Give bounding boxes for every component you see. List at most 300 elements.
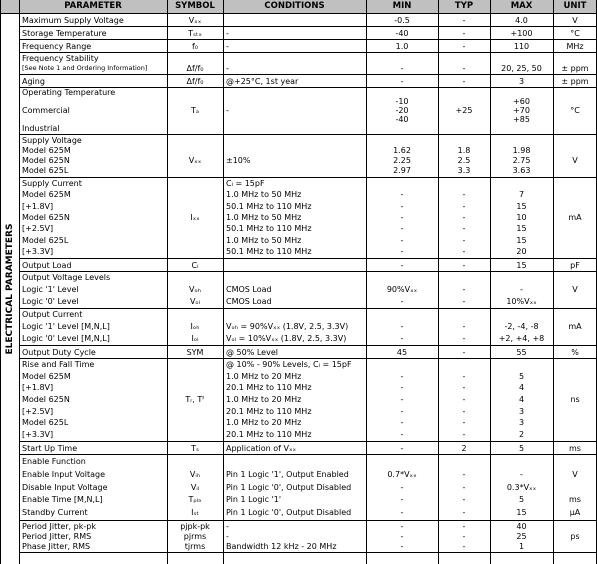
cell-text: 45	[396, 347, 408, 357]
cell-text: -	[400, 63, 404, 73]
cell-text: 20	[516, 246, 527, 256]
cell-text: -	[462, 395, 466, 404]
cell-text: pF	[570, 260, 580, 270]
table-cell-c3	[223, 359, 366, 441]
cell-text: Tᵣ, Tᶠ	[185, 395, 205, 404]
cell-text: 1	[518, 541, 525, 551]
cell-text: -	[462, 296, 466, 306]
cell-text: -	[400, 235, 404, 245]
cell-text: V	[572, 469, 578, 479]
cell-text: Vₒₕ = 90%Vₓₓ (1.8V, 2.5, 3.3V)	[226, 322, 349, 331]
cell-text: 15	[516, 224, 527, 234]
cell-text: ns	[570, 395, 580, 404]
cell-text: -	[400, 508, 404, 518]
cell-text: 1.0 MHz to 50 MHz	[226, 190, 302, 200]
cell-text: Iₒₗ	[191, 333, 199, 343]
table-row	[19, 27, 597, 40]
cell-text: -	[462, 190, 466, 200]
cell-text: pjpk-pk	[180, 521, 210, 531]
header-unit: UNIT	[563, 1, 587, 11]
cell-text: Vᵢₕ	[189, 469, 201, 479]
cell-text: 15	[516, 201, 527, 211]
table-header	[0, 0, 597, 14]
table-cell-c5	[438, 455, 490, 520]
table-cell-c7	[553, 521, 597, 552]
cell-text: -	[400, 371, 404, 381]
cell-text: Model 625L	[22, 418, 69, 428]
cell-text: -	[400, 406, 404, 416]
cell-text: [+1.8V]	[22, 383, 54, 393]
table-cell-c1	[19, 455, 167, 520]
table-cell-c1	[19, 442, 167, 454]
cell-text: 7	[518, 190, 525, 200]
table-cell-c7	[553, 442, 597, 454]
cell-text: -	[400, 482, 404, 492]
table-cell-c6	[490, 455, 553, 520]
table-cell-c6	[490, 259, 553, 271]
table-cell-c5	[438, 178, 490, 258]
cell-text: 1.0 MHz to 50 MHz	[226, 235, 302, 245]
cell-text: Vᵢₗ	[190, 482, 200, 492]
cell-text: Maximum Supply Voltage	[22, 15, 124, 25]
cell-text: Period Jitter, pk-pk	[22, 521, 96, 531]
cell-text: Δf/f₀	[186, 76, 204, 86]
cell-text: 40	[516, 521, 527, 531]
table-cell-c4	[366, 346, 438, 358]
table-cell-c5	[438, 259, 490, 271]
cell-text: -	[462, 246, 466, 256]
cell-text: Standby Current	[22, 508, 88, 518]
table-cell-c5	[438, 75, 490, 87]
table-cell-c7	[553, 178, 597, 258]
table-cell-c1	[19, 14, 167, 26]
cell-text: -40	[395, 115, 409, 124]
table-cell-c1	[19, 75, 167, 87]
table-cell-c5	[438, 359, 490, 441]
table-cell-c4	[366, 259, 438, 271]
table-cell-c2	[167, 259, 223, 271]
table-cell-c6	[490, 75, 553, 87]
table-cell-c7	[553, 75, 597, 87]
cell-text: Δf/f₀	[186, 63, 204, 73]
cell-text: -	[462, 495, 466, 505]
cell-text: Application of Vₓₓ	[226, 443, 297, 453]
cell-text: Model 625N	[22, 156, 70, 166]
cell-text: 2.75	[512, 156, 531, 166]
table-cell-c2	[167, 521, 223, 552]
cell-text: Output Load	[22, 260, 72, 270]
table-cell-c5	[438, 40, 490, 52]
table-cell-c2	[167, 88, 223, 134]
cell-text: tjrms	[184, 541, 206, 551]
cell-text: pjrms	[183, 531, 207, 541]
table-cell-c3	[223, 442, 366, 454]
table-cell-c4	[366, 272, 438, 308]
cell-text: 15	[516, 508, 527, 518]
table-cell-c1	[19, 88, 167, 134]
cell-text: Start Up Time	[22, 443, 78, 453]
cell-text: ±10%	[226, 156, 251, 166]
cell-text: 2	[518, 429, 525, 439]
cell-text: -	[462, 322, 466, 331]
cell-text: 5	[518, 371, 525, 381]
table-row	[19, 178, 597, 259]
cell-text: -	[226, 28, 229, 38]
cell-text: [+1.8V]	[22, 201, 54, 211]
cell-text: Tₛₜₓ	[188, 28, 202, 38]
table-cell-c3	[223, 88, 366, 134]
cell-text: °C	[570, 28, 580, 38]
header-conditions: CONDITIONS	[264, 1, 325, 11]
table-row	[19, 135, 597, 178]
cell-text: 4	[518, 395, 525, 404]
cell-text: Pin 1 Logic '0', Output Disabled	[226, 508, 352, 518]
table-cell-c2	[167, 135, 223, 177]
cell-text: -	[226, 521, 229, 531]
cell-text: 55	[516, 347, 527, 357]
table-cell-c5	[438, 521, 490, 552]
cell-text: 1.0 MHz to 50 MHz	[226, 213, 302, 222]
cell-text: 1.0 MHz to 20 MHz	[226, 418, 302, 428]
cell-text: Rise and Fall Time	[22, 360, 95, 370]
table-row	[19, 455, 597, 521]
cell-text: Model 625L	[22, 235, 69, 245]
cell-text: +70	[513, 106, 530, 115]
table-cell-c7	[553, 27, 597, 39]
cell-text: Vₒₗ	[189, 296, 201, 306]
table-cell-c7	[553, 14, 597, 26]
cell-text: -	[462, 28, 466, 38]
table-body	[19, 14, 597, 564]
cell-text: -	[462, 406, 466, 416]
table-cell-c2	[167, 309, 223, 345]
cell-text: Operating Temperature	[22, 88, 116, 97]
cell-text: -	[462, 63, 466, 73]
table-cell-c2	[167, 442, 223, 454]
cell-text: Logic '0' Level	[22, 296, 79, 306]
table-cell-c4	[366, 40, 438, 52]
table-cell-c1	[19, 53, 167, 74]
table-row	[19, 75, 597, 88]
cell-text: -	[400, 383, 404, 393]
cell-text: mA	[568, 213, 582, 222]
cell-text: -	[400, 322, 404, 331]
table-cell-c2	[167, 40, 223, 52]
cell-text: ± ppm	[561, 63, 589, 73]
cell-text: Vₓₓ	[188, 156, 202, 166]
cell-text: Supply Current	[22, 179, 82, 189]
table-cell-c6	[490, 14, 553, 26]
table-cell-c1	[19, 272, 167, 308]
table-cell-c7	[553, 53, 597, 74]
cell-text: -	[462, 347, 466, 357]
cell-text: -2, -4, -8	[504, 322, 539, 331]
table-cell-c4	[366, 75, 438, 87]
cell-text: Iₓₓ	[190, 213, 200, 222]
cell-text: μA	[569, 508, 581, 518]
cell-text: -	[400, 213, 404, 222]
table-cell-c5	[438, 309, 490, 345]
table-cell-c3	[223, 346, 366, 358]
header-symbol: SYMBOL	[175, 1, 215, 11]
table-cell-c6	[490, 135, 553, 177]
cell-text: Output Current	[22, 310, 83, 320]
cell-text: V	[572, 285, 578, 294]
table-cell-c2	[167, 75, 223, 87]
cell-text: Vₒₕ	[188, 285, 201, 294]
cell-text: Aging	[22, 76, 45, 86]
cell-text: SYM	[186, 347, 204, 357]
table-row	[19, 346, 597, 359]
cell-text: Period Jitter, RMS	[22, 531, 92, 541]
table-cell-c6	[490, 178, 553, 258]
cell-text: Industrial	[22, 124, 60, 133]
table-cell-c3	[223, 27, 366, 39]
cell-text: MHz	[566, 41, 584, 51]
cell-text: Phase Jitter, RMS	[22, 541, 91, 551]
cell-text: Cₗ	[191, 260, 199, 270]
cell-text: Model 625N	[22, 213, 70, 222]
table-cell-c4	[366, 309, 438, 345]
table-cell-c5	[438, 272, 490, 308]
cell-text: Supply Voltage	[22, 135, 82, 145]
cell-text: +60	[513, 97, 530, 106]
cell-text: Model 625N	[22, 395, 70, 404]
cell-text: Model 625L	[22, 166, 69, 176]
cell-text: Logic '0' Level [M,N,L]	[22, 333, 110, 343]
cell-text: 20.1 MHz to 110 MHz	[226, 406, 312, 416]
header-parameter: PARAMETER	[64, 1, 122, 11]
cell-text: ± ppm	[561, 76, 589, 86]
cell-text: [See Note 1 and Ordering Information]	[22, 63, 148, 72]
cell-text: f₀	[191, 41, 199, 51]
table-row	[19, 309, 597, 346]
cell-text: Cₗ = 15pF	[226, 179, 265, 189]
cell-text: 1.62	[393, 145, 411, 155]
cell-text: -	[400, 521, 404, 531]
cell-text: 2.25	[393, 156, 411, 166]
cell-text: Pin 1 Logic '0', Output Disabled	[226, 482, 352, 492]
table-cell-c7	[553, 272, 597, 308]
table-cell-c5	[438, 88, 490, 134]
cell-text: -	[400, 296, 404, 306]
cell-text: [+2.5V]	[22, 224, 54, 234]
cell-text: Vₓₓ	[188, 15, 202, 25]
cell-text: 20.1 MHz to 110 MHz	[226, 429, 312, 439]
cell-text: -	[520, 285, 523, 294]
cell-text: -	[462, 41, 466, 51]
cell-text: -10	[395, 97, 409, 106]
cell-text: Model 625M	[22, 371, 71, 381]
cell-text: -	[400, 260, 404, 270]
cell-text: Logic '1' Level	[22, 285, 79, 294]
cell-text: °C	[570, 106, 580, 115]
table-cell-c2	[167, 272, 223, 308]
header-typ: TYP	[454, 1, 474, 11]
cell-text: +100	[510, 28, 533, 38]
cell-text: Enable Time [M,N,L]	[22, 495, 103, 505]
table-cell-c6	[490, 309, 553, 345]
cell-text: -	[400, 201, 404, 211]
cell-text: Output Duty Cycle	[22, 347, 96, 357]
table-cell-c5	[438, 346, 490, 358]
cell-text: -	[462, 235, 466, 245]
cell-text: ms	[569, 443, 581, 453]
cell-text: -40	[395, 28, 409, 38]
cell-text: -	[400, 418, 404, 428]
table-row	[19, 272, 597, 309]
cell-text: -	[462, 521, 466, 531]
table-cell-c4	[366, 521, 438, 552]
cell-text: 1.0 MHz to 20 MHz	[226, 371, 302, 381]
column-divider	[167, 0, 168, 564]
cell-text: 50.1 MHz to 110 MHz	[226, 201, 312, 211]
cell-text: CMOS Load	[226, 285, 272, 294]
cell-text: -	[400, 395, 404, 404]
cell-text: -	[462, 429, 466, 439]
cell-text: -	[400, 495, 404, 505]
cell-text: -	[400, 531, 404, 541]
cell-text: @+25°C, 1st year	[226, 76, 299, 86]
cell-text: +2, +4, +8	[498, 333, 545, 343]
table-cell-c1	[19, 309, 167, 345]
cell-text: Enable Function	[22, 456, 86, 466]
cell-text: -	[462, 383, 466, 393]
column-divider	[553, 0, 554, 564]
table-cell-c3	[223, 272, 366, 308]
cell-text: Logic '1' Level [M,N,L]	[22, 322, 110, 331]
column-divider	[0, 0, 1, 564]
cell-text: -	[226, 41, 229, 51]
cell-text: Commercial	[22, 106, 70, 115]
table-cell-c6	[490, 88, 553, 134]
cell-text: -20	[395, 106, 409, 115]
cell-text: -	[400, 429, 404, 439]
cell-text: +25	[455, 106, 473, 115]
table-cell-c7	[553, 40, 597, 52]
cell-text: Iₛₜ	[191, 508, 199, 518]
cell-text: -	[462, 201, 466, 211]
table-cell-c7	[553, 309, 597, 345]
table-cell-c3	[223, 521, 366, 552]
table-cell-c5	[438, 53, 490, 74]
cell-text: -	[462, 285, 466, 294]
cell-text: %	[571, 347, 579, 357]
cell-text: [+2.5V]	[22, 406, 54, 416]
table-cell-c3	[223, 75, 366, 87]
table-cell-c2	[167, 27, 223, 39]
cell-text: -	[520, 469, 523, 479]
table-cell-c7	[553, 259, 597, 271]
cell-text: 3.3	[457, 166, 471, 176]
table-row	[19, 442, 597, 455]
cell-text: Output Voltage Levels	[22, 273, 111, 283]
table-cell-c6	[490, 27, 553, 39]
cell-text: -0.5	[394, 15, 410, 25]
cell-text: -	[462, 531, 466, 541]
cell-text: V	[572, 15, 578, 25]
cell-text: -	[462, 371, 466, 381]
cell-text: -	[400, 443, 404, 453]
cell-text: Bandwidth 12 kHz - 20 MHz	[226, 541, 337, 551]
table-row	[19, 53, 597, 75]
table-cell-c3	[223, 14, 366, 26]
table-cell-c5	[438, 14, 490, 26]
cell-text: 2.5	[457, 156, 471, 166]
table-cell-c1	[19, 135, 167, 177]
cell-text: -	[462, 76, 466, 86]
cell-text: 110	[513, 41, 530, 51]
cell-text: 1.0	[395, 41, 409, 51]
table-cell-c3	[223, 40, 366, 52]
table-cell-c4	[366, 53, 438, 74]
cell-text: 15	[516, 260, 527, 270]
cell-text: Disable Input Voltage	[22, 482, 108, 492]
cell-text: V	[572, 156, 578, 166]
cell-text: 1.98	[512, 145, 531, 155]
table-cell-c6	[490, 442, 553, 454]
header-min: MIN	[392, 1, 412, 11]
table-cell-c5	[438, 442, 490, 454]
table-cell-c7	[553, 359, 597, 441]
cell-text: 3	[518, 76, 525, 86]
cell-text: -	[462, 15, 466, 25]
table-cell-c7	[553, 455, 597, 520]
cell-text: 50.1 MHz to 110 MHz	[226, 224, 312, 234]
cell-text: Model 625M	[22, 190, 71, 200]
cell-text: 1.8	[457, 145, 471, 155]
table-cell-c6	[490, 272, 553, 308]
cell-text: 5	[518, 495, 525, 505]
table-row	[19, 14, 597, 27]
cell-text: -	[400, 333, 404, 343]
cell-text: 1.0 MHz to 20 MHz	[226, 395, 302, 404]
table-cell-c4	[366, 359, 438, 441]
cell-text: 25	[516, 531, 527, 541]
cell-text: 10	[516, 213, 527, 222]
table-row	[19, 521, 597, 553]
cell-text: @ 50% Level	[226, 347, 278, 357]
cell-text: -	[400, 76, 404, 86]
cell-text: 4.0	[515, 15, 528, 25]
cell-text: Enable Input Voltage	[22, 469, 106, 479]
table-cell-c1	[19, 178, 167, 258]
cell-text: -	[226, 106, 229, 115]
cell-text: 4	[518, 383, 525, 393]
cell-text: mA	[568, 322, 582, 331]
cell-text: +85	[513, 115, 530, 124]
cell-text: [+3.3V]	[22, 429, 54, 439]
cell-text: 2.97	[393, 166, 411, 176]
table-cell-c4	[366, 14, 438, 26]
cell-text: @ 10% - 90% Levels, Cₗ = 15pF	[226, 360, 352, 370]
cell-text: -	[226, 63, 229, 73]
table-cell-c3	[223, 135, 366, 177]
table-cell-c3	[223, 455, 366, 520]
table-row	[19, 259, 597, 272]
cell-text: 0.7*Vₓₓ	[387, 469, 417, 479]
cell-text: -	[226, 531, 229, 541]
cell-text: -	[400, 190, 404, 200]
table-cell-c3	[223, 259, 366, 271]
cell-text: Vₒₗ = 10%Vₓₓ (1.8V, 2.5, 3.3V)	[226, 333, 347, 343]
table-cell-c6	[490, 346, 553, 358]
cell-text: 15	[516, 235, 527, 245]
table-cell-c1	[19, 259, 167, 271]
table-cell-c5	[438, 27, 490, 39]
table-cell-c2	[167, 346, 223, 358]
table-cell-c6	[490, 521, 553, 552]
